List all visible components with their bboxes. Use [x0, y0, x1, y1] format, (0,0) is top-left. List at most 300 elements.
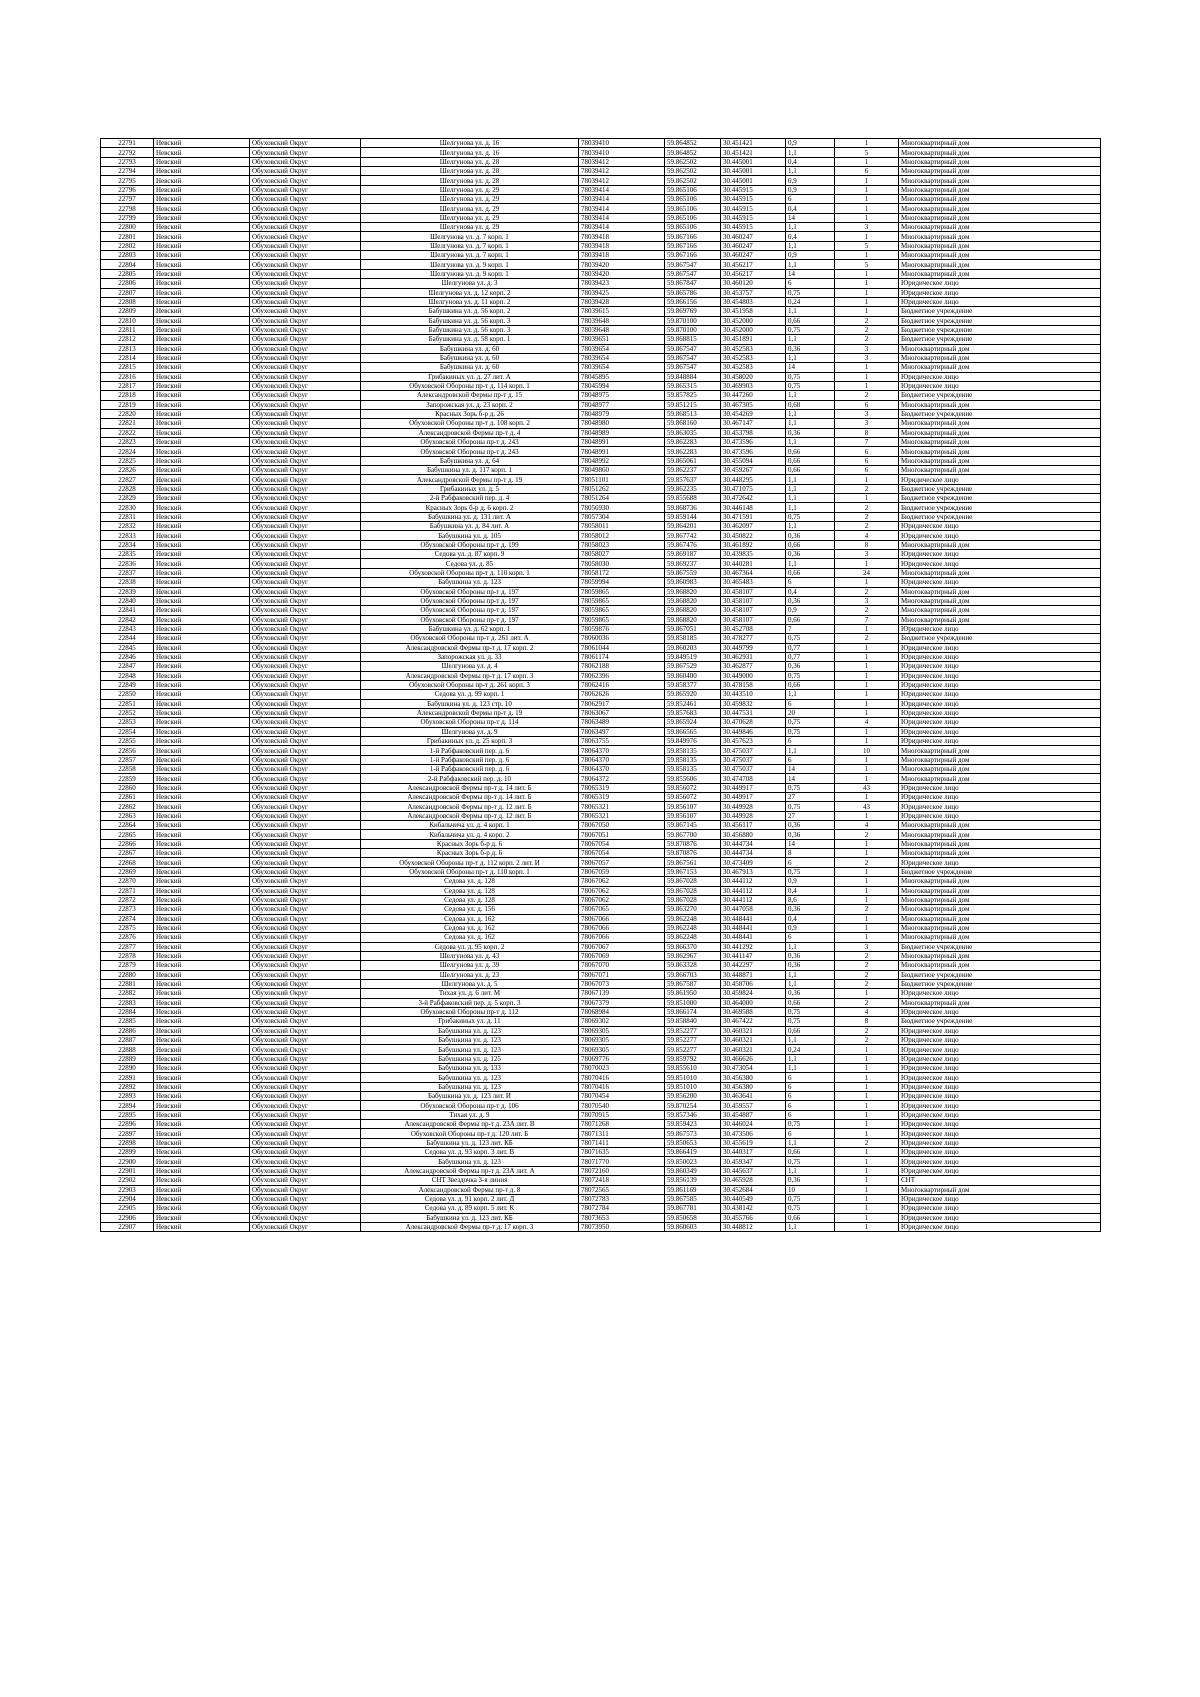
table-row	[101, 737, 1101, 746]
power-value-cell: 1,1	[786, 484, 835, 493]
district-cell: Невский	[154, 634, 250, 643]
row-number-cell: 22851	[101, 699, 154, 708]
power-value-cell: 0,75	[786, 1017, 835, 1026]
longitude-cell: 30.452000	[721, 325, 786, 334]
object-type-cell: Бюджетное учреждение	[899, 942, 1101, 951]
object-type-cell: Многоквартирный дом	[899, 353, 1101, 362]
row-number-cell: 22867	[101, 849, 154, 858]
municipality-cell: Обуховский Округ	[250, 821, 361, 830]
address-cell: Бабушкина ул. д. 123 стр. 10	[361, 699, 579, 708]
district-cell: Невский	[154, 568, 250, 577]
row-number-cell: 22882	[101, 989, 154, 998]
table-row	[101, 409, 1101, 418]
district-cell: Невский	[154, 353, 250, 362]
count-value-cell: 1	[835, 933, 899, 942]
count-value-cell: 2	[835, 1138, 899, 1147]
latitude-cell: 59.866174	[665, 1007, 721, 1016]
row-number-cell: 22904	[101, 1194, 154, 1203]
longitude-cell: 30.454803	[721, 297, 786, 306]
object-type-cell: Бюджетное учреждение	[899, 979, 1101, 988]
power-value-cell: 0,66	[786, 456, 835, 465]
power-value-cell: 14	[786, 213, 835, 222]
row-number-cell: 22842	[101, 615, 154, 624]
district-cell: Невский	[154, 811, 250, 820]
district-cell: Невский	[154, 363, 250, 372]
row-number-cell: 22840	[101, 596, 154, 605]
power-value-cell: 0,36	[786, 344, 835, 353]
latitude-cell: 59.869237	[665, 559, 721, 568]
latitude-cell: 59.863270	[665, 905, 721, 914]
object-code-cell: 78067071	[579, 970, 665, 979]
address-cell: Обуховской Обороны пр-т д. 112	[361, 1007, 579, 1016]
address-cell: Бабушкина ул. д. 123	[361, 1045, 579, 1054]
object-code-cell: 78070540	[579, 1101, 665, 1110]
object-code-cell: 78048977	[579, 400, 665, 409]
row-number-cell: 22856	[101, 746, 154, 755]
power-value-cell: 0,75	[786, 783, 835, 792]
table-row	[101, 699, 1101, 708]
count-value-cell: 1	[835, 1148, 899, 1157]
address-cell: Обуховской Обороны пр-т д. 243	[361, 447, 579, 456]
latitude-cell: 59.858135	[665, 746, 721, 755]
latitude-cell: 59.850023	[665, 1157, 721, 1166]
object-code-cell: 78070416	[579, 1073, 665, 1082]
municipality-cell: Обуховский Округ	[250, 325, 361, 334]
object-type-cell: Юридическое лицо	[899, 1045, 1101, 1054]
table-row	[101, 1017, 1101, 1026]
municipality-cell: Обуховский Округ	[250, 1064, 361, 1073]
object-code-cell: 78056930	[579, 503, 665, 512]
municipality-cell: Обуховский Округ	[250, 652, 361, 661]
row-number-cell: 22900	[101, 1157, 154, 1166]
municipality-cell: Обуховский Округ	[250, 391, 361, 400]
address-cell: Шелгунова ул. д. 3	[361, 279, 579, 288]
power-value-cell: 0,4	[786, 914, 835, 923]
count-value-cell: 3	[835, 344, 899, 353]
object-type-cell: Многоквартирный дом	[899, 606, 1101, 615]
power-value-cell: 1,1	[786, 438, 835, 447]
object-code-cell: 78039410	[579, 148, 665, 157]
row-number-cell: 22873	[101, 905, 154, 914]
table-row	[101, 578, 1101, 587]
address-cell: Александровской Фермы пр-т д. 4	[361, 428, 579, 437]
object-type-cell: Юридическое лицо	[899, 522, 1101, 531]
district-cell: Невский	[154, 494, 250, 503]
table-row	[101, 1026, 1101, 1035]
latitude-cell: 59.865924	[665, 718, 721, 727]
table-row	[101, 905, 1101, 914]
longitude-cell: 30.448441	[721, 933, 786, 942]
latitude-cell: 59.864852	[665, 148, 721, 157]
longitude-cell: 30.459824	[721, 989, 786, 998]
object-type-cell: Многоквартирный дом	[899, 269, 1101, 278]
row-number-cell: 22799	[101, 213, 154, 222]
count-value-cell: 1	[835, 381, 899, 390]
district-cell: Невский	[154, 755, 250, 764]
object-type-cell: Многоквартирный дом	[899, 923, 1101, 932]
object-type-cell: Многоквартирный дом	[899, 148, 1101, 157]
municipality-cell: Обуховский Округ	[250, 1148, 361, 1157]
district-cell: Невский	[154, 671, 250, 680]
object-code-cell: 78072160	[579, 1166, 665, 1175]
municipality-cell: Обуховский Округ	[250, 438, 361, 447]
object-type-cell: Многоквартирный дом	[899, 204, 1101, 213]
table-row	[101, 288, 1101, 297]
object-type-cell: Бюджетное учреждение	[899, 307, 1101, 316]
address-cell: Обуховской Обороны пр-т д. 197	[361, 606, 579, 615]
power-value-cell: 0,66	[786, 998, 835, 1007]
count-value-cell: 2	[835, 522, 899, 531]
row-number-cell: 22829	[101, 494, 154, 503]
district-cell: Невский	[154, 251, 250, 260]
address-cell: Александровской Фермы пр-т д. 23А лит. В	[361, 1120, 579, 1129]
latitude-cell: 59.867561	[665, 858, 721, 867]
table-row	[101, 774, 1101, 783]
address-cell: Шелгунова ул. д. 29	[361, 204, 579, 213]
table-row	[101, 213, 1101, 222]
table-row	[101, 1036, 1101, 1045]
longitude-cell: 30.455766	[721, 1213, 786, 1222]
longitude-cell: 30.459347	[721, 1157, 786, 1166]
power-value-cell: 1,1	[786, 503, 835, 512]
object-type-cell: Многоквартирный дом	[899, 251, 1101, 260]
count-value-cell: 1	[835, 1101, 899, 1110]
count-value-cell: 1	[835, 1213, 899, 1222]
power-value-cell: 0,66	[786, 540, 835, 549]
district-cell: Невский	[154, 737, 250, 746]
table-row	[101, 176, 1101, 185]
district-cell: Невский	[154, 260, 250, 269]
object-type-cell: Юридическое лицо	[899, 811, 1101, 820]
table-row	[101, 1082, 1101, 1091]
municipality-cell: Обуховский Округ	[250, 531, 361, 540]
latitude-cell: 59.860203	[665, 643, 721, 652]
address-cell: Бабушкина ул. д. 56 корп. 3	[361, 325, 579, 334]
object-code-cell: 78048991	[579, 438, 665, 447]
row-number-cell: 22813	[101, 344, 154, 353]
address-cell: Бабушкина ул. д. 60	[361, 353, 579, 362]
table-row	[101, 989, 1101, 998]
row-number-cell: 22876	[101, 933, 154, 942]
count-value-cell: 2	[835, 951, 899, 960]
address-cell: Александровской Фермы пр-т д. 15	[361, 391, 579, 400]
longitude-cell: 30.452583	[721, 363, 786, 372]
municipality-cell: Обуховский Округ	[250, 1017, 361, 1026]
table-row	[101, 624, 1101, 633]
district-cell: Невский	[154, 1222, 250, 1231]
object-type-cell: Бюджетное учреждение	[899, 325, 1101, 334]
municipality-cell: Обуховский Округ	[250, 1129, 361, 1138]
municipality-cell: Обуховский Округ	[250, 662, 361, 671]
count-value-cell: 43	[835, 802, 899, 811]
power-value-cell: 1,1	[786, 942, 835, 951]
longitude-cell: 30.456380	[721, 1073, 786, 1082]
district-cell: Невский	[154, 428, 250, 437]
row-number-cell: 22831	[101, 512, 154, 521]
power-value-cell: 0,36	[786, 531, 835, 540]
longitude-cell: 30.457623	[721, 737, 786, 746]
municipality-cell: Обуховский Округ	[250, 587, 361, 596]
row-number-cell: 22824	[101, 447, 154, 456]
count-value-cell: 1	[835, 363, 899, 372]
power-value-cell: 14	[786, 765, 835, 774]
row-number-cell: 22896	[101, 1120, 154, 1129]
row-number-cell: 22857	[101, 755, 154, 764]
address-cell: Бабушкина ул. д. 123	[361, 1073, 579, 1082]
address-cell: Обуховской Обороны пр-т д. 112 корп. 2 лит. И	[361, 858, 579, 867]
power-value-cell: 0,4	[786, 587, 835, 596]
district-cell: Невский	[154, 213, 250, 222]
power-value-cell: 1,1	[786, 391, 835, 400]
latitude-cell: 59.862502	[665, 176, 721, 185]
address-cell: 2-й Рабфаковский пер. д. 4	[361, 494, 579, 503]
table-row	[101, 690, 1101, 699]
object-type-cell: Юридическое лицо	[899, 372, 1101, 381]
district-cell: Невский	[154, 1185, 250, 1194]
object-code-cell: 78039654	[579, 344, 665, 353]
row-number-cell: 22832	[101, 522, 154, 531]
longitude-cell: 30.445915	[721, 213, 786, 222]
object-type-cell: Юридическое лицо	[899, 531, 1101, 540]
power-value-cell: 1,1	[786, 1064, 835, 1073]
power-value-cell: 0,66	[786, 1213, 835, 1222]
address-cell: Седова ул. д. 162	[361, 914, 579, 923]
object-code-cell: 78072565	[579, 1185, 665, 1194]
district-cell: Невский	[154, 400, 250, 409]
object-code-cell: 78067066	[579, 933, 665, 942]
object-code-cell: 78067062	[579, 895, 665, 904]
object-code-cell: 78048992	[579, 456, 665, 465]
power-value-cell: 0,75	[786, 381, 835, 390]
latitude-cell: 59.858185	[665, 634, 721, 643]
municipality-cell: Обуховский Округ	[250, 830, 361, 839]
latitude-cell: 59.855688	[665, 494, 721, 503]
object-code-cell: 78063497	[579, 727, 665, 736]
power-value-cell: 0,9	[786, 139, 835, 148]
latitude-cell: 59.866156	[665, 297, 721, 306]
object-type-cell: Юридическое лицо	[899, 1148, 1101, 1157]
table-row	[101, 867, 1101, 876]
district-cell: Невский	[154, 961, 250, 970]
district-cell: Невский	[154, 1176, 250, 1185]
row-number-cell: 22806	[101, 279, 154, 288]
row-number-cell: 22828	[101, 484, 154, 493]
table-row	[101, 914, 1101, 923]
object-code-cell: 78067066	[579, 923, 665, 932]
count-value-cell: 3	[835, 942, 899, 951]
district-cell: Невский	[154, 587, 250, 596]
object-code-cell: 78058172	[579, 568, 665, 577]
longitude-cell: 30.473409	[721, 858, 786, 867]
object-code-cell: 78051101	[579, 475, 665, 484]
count-value-cell: 1	[835, 774, 899, 783]
table-row	[101, 1148, 1101, 1157]
object-code-cell: 78062416	[579, 680, 665, 689]
municipality-cell: Обуховский Округ	[250, 578, 361, 587]
longitude-cell: 30.453798	[721, 428, 786, 437]
district-cell: Невский	[154, 484, 250, 493]
row-number-cell: 22870	[101, 877, 154, 886]
object-type-cell: Многоквартирный дом	[899, 961, 1101, 970]
table-row	[101, 1045, 1101, 1054]
longitude-cell: 30.459832	[721, 699, 786, 708]
municipality-cell: Обуховский Округ	[250, 475, 361, 484]
table-row	[101, 484, 1101, 493]
longitude-cell: 30.474708	[721, 774, 786, 783]
power-value-cell: 1,1	[786, 335, 835, 344]
object-code-cell: 78067073	[579, 979, 665, 988]
power-value-cell: 1,1	[786, 1036, 835, 1045]
power-value-cell: 0,66	[786, 680, 835, 689]
latitude-cell: 59.865786	[665, 288, 721, 297]
object-type-cell: Юридическое лицо	[899, 1213, 1101, 1222]
district-cell: Невский	[154, 307, 250, 316]
count-value-cell: 3	[835, 550, 899, 559]
longitude-cell: 30.469903	[721, 381, 786, 390]
latitude-cell: 59.857346	[665, 1110, 721, 1119]
row-number-cell: 22794	[101, 167, 154, 176]
address-cell: Бабушкина ул. д. 123	[361, 1026, 579, 1035]
object-type-cell: Многоквартирный дом	[899, 466, 1101, 475]
address-cell: Александровской Фермы пр-т д. 14 лит. Б	[361, 793, 579, 802]
row-number-cell: 22807	[101, 288, 154, 297]
longitude-cell: 30.464000	[721, 998, 786, 1007]
address-cell: Грибакиных ул. д. 25 корп. 3	[361, 737, 579, 746]
longitude-cell: 30.446148	[721, 503, 786, 512]
address-cell: Обуховской Обороны пр-т д. 197	[361, 615, 579, 624]
row-number-cell: 22837	[101, 568, 154, 577]
longitude-cell: 30.460321	[721, 1026, 786, 1035]
object-code-cell: 78072418	[579, 1176, 665, 1185]
address-cell: Александровской Фермы пр-т д. 17 корп. 3	[361, 1222, 579, 1231]
object-code-cell: 78039412	[579, 176, 665, 185]
longitude-cell: 30.467913	[721, 867, 786, 876]
municipality-cell: Обуховский Округ	[250, 353, 361, 362]
address-cell: Александровской Фермы пр-т д. 12 лит. Б	[361, 811, 579, 820]
municipality-cell: Обуховский Округ	[250, 951, 361, 960]
district-cell: Невский	[154, 372, 250, 381]
object-code-cell: 78062626	[579, 690, 665, 699]
longitude-cell: 30.456380	[721, 1082, 786, 1091]
municipality-cell: Обуховский Округ	[250, 307, 361, 316]
address-cell: Шелгунова ул. д. 7 корп. 1	[361, 232, 579, 241]
row-number-cell: 22875	[101, 923, 154, 932]
municipality-cell: Обуховский Округ	[250, 624, 361, 633]
district-cell: Невский	[154, 643, 250, 652]
longitude-cell: 30.449846	[721, 727, 786, 736]
power-value-cell: 0,36	[786, 961, 835, 970]
district-cell: Невский	[154, 185, 250, 194]
longitude-cell: 30.445001	[721, 167, 786, 176]
count-value-cell: 1	[835, 923, 899, 932]
latitude-cell: 59.867742	[665, 531, 721, 540]
table-row	[101, 1213, 1101, 1222]
municipality-cell: Обуховский Округ	[250, 1073, 361, 1082]
table-row	[101, 241, 1101, 250]
count-value-cell: 1	[835, 578, 899, 587]
latitude-cell: 59.862502	[665, 157, 721, 166]
longitude-cell: 30.469588	[721, 1007, 786, 1016]
object-type-cell: Юридическое лицо	[899, 381, 1101, 390]
address-cell: Шелгунова ул. д. 4	[361, 662, 579, 671]
object-code-cell: 78063755	[579, 737, 665, 746]
municipality-cell: Обуховский Округ	[250, 139, 361, 148]
object-code-cell: 78064370	[579, 765, 665, 774]
municipality-cell: Обуховский Округ	[250, 550, 361, 559]
municipality-cell: Обуховский Округ	[250, 167, 361, 176]
object-code-cell: 78071411	[579, 1138, 665, 1147]
longitude-cell: 30.441292	[721, 942, 786, 951]
row-number-cell: 22866	[101, 839, 154, 848]
row-number-cell: 22804	[101, 260, 154, 269]
longitude-cell: 30.449799	[721, 643, 786, 652]
object-type-cell: Юридическое лицо	[899, 802, 1101, 811]
object-code-cell: 78039423	[579, 279, 665, 288]
table-row	[101, 531, 1101, 540]
district-cell: Невский	[154, 830, 250, 839]
district-cell: Невский	[154, 578, 250, 587]
row-number-cell: 22880	[101, 970, 154, 979]
latitude-cell: 59.851215	[665, 400, 721, 409]
object-code-cell: 78048975	[579, 391, 665, 400]
address-cell: Бабушкина ул. д. 56 корп. 3	[361, 316, 579, 325]
object-type-cell: Многоквартирный дом	[899, 447, 1101, 456]
longitude-cell: 30.449000	[721, 671, 786, 680]
table-row	[101, 195, 1101, 204]
longitude-cell: 30.454887	[721, 1110, 786, 1119]
power-value-cell: 6	[786, 1073, 835, 1082]
object-type-cell: Юридическое лицо	[899, 1054, 1101, 1063]
latitude-cell: 59.867153	[665, 867, 721, 876]
count-value-cell: 6	[835, 447, 899, 456]
power-value-cell: 0,24	[786, 297, 835, 306]
municipality-cell: Обуховский Округ	[250, 596, 361, 605]
address-cell: Обуховской Обороны пр-т д. 114	[361, 718, 579, 727]
municipality-cell: Обуховский Округ	[250, 484, 361, 493]
latitude-cell: 59.867529	[665, 662, 721, 671]
latitude-cell: 59.867547	[665, 353, 721, 362]
municipality-cell: Обуховский Округ	[250, 877, 361, 886]
count-value-cell: 1	[835, 232, 899, 241]
count-value-cell: 2	[835, 970, 899, 979]
municipality-cell: Обуховский Округ	[250, 690, 361, 699]
power-value-cell: 1,1	[786, 690, 835, 699]
object-type-cell: Бюджетное учреждение	[899, 503, 1101, 512]
longitude-cell: 30.445637	[721, 1166, 786, 1175]
object-code-cell: 78067066	[579, 914, 665, 923]
address-cell: Бабушкина ул. д. 123	[361, 578, 579, 587]
row-number-cell: 22861	[101, 793, 154, 802]
district-cell: Невский	[154, 1092, 250, 1101]
count-value-cell: 1	[835, 643, 899, 652]
address-cell: Бабушкина ул. д. 123	[361, 1157, 579, 1166]
power-value-cell: 1,1	[786, 1222, 835, 1231]
row-number-cell: 22808	[101, 297, 154, 306]
longitude-cell: 30.446024	[721, 1120, 786, 1129]
municipality-cell: Обуховский Округ	[250, 1138, 361, 1147]
power-value-cell: 1,1	[786, 979, 835, 988]
district-cell: Невский	[154, 522, 250, 531]
object-code-cell: 78069305	[579, 1026, 665, 1035]
latitude-cell: 59.866565	[665, 727, 721, 736]
district-cell: Невский	[154, 157, 250, 166]
table-row	[101, 877, 1101, 886]
row-number-cell: 22838	[101, 578, 154, 587]
latitude-cell: 59.857683	[665, 708, 721, 717]
municipality-cell: Обуховский Округ	[250, 204, 361, 213]
table-row	[101, 466, 1101, 475]
object-code-cell: 78039654	[579, 353, 665, 362]
